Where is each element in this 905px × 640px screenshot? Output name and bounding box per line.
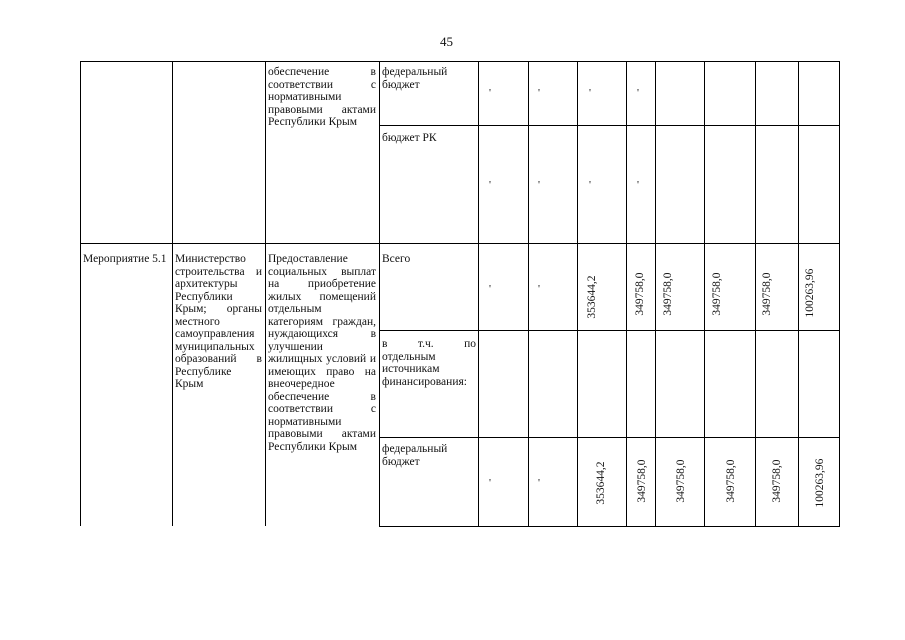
top-source-rk: бюджет РК xyxy=(382,132,437,144)
total-value: 349758,0 xyxy=(761,272,773,316)
col-line-12 xyxy=(839,61,840,526)
col-line-4 xyxy=(478,61,479,526)
measure-description: Предоставление социальных выплат на приобретение жилых помещений отдельным категориям граждан, нуждающихся в улучшении жилищных условий и имеющих право на внеочередное обеспечение в соответствии с нормативными правовыми актами Республики Крым xyxy=(268,253,376,453)
rule-federal-rk xyxy=(379,125,840,126)
total-value: 349758,0 xyxy=(634,272,646,316)
col-line-3 xyxy=(379,61,380,526)
empty-mark: ' xyxy=(489,283,491,295)
source-incl: в т.ч. по отдельным источникам финансирования: xyxy=(382,338,476,388)
empty-mark: ' xyxy=(538,283,540,295)
col-line-2 xyxy=(265,61,266,526)
top-source-federal: федеральный бюджет xyxy=(382,66,448,91)
total-value: 353644,2 xyxy=(586,275,598,319)
federal-value: 100263,96 xyxy=(814,458,826,508)
empty-mark: ' xyxy=(489,179,491,191)
col-line-10 xyxy=(755,61,756,526)
col-line-9 xyxy=(704,61,705,526)
rule-block-divider xyxy=(80,243,840,244)
measure-executor: Министерство строительства и архитектуры Республики Крым; органы местного самоуправления муниципальных образований в Республике Крым xyxy=(175,253,262,390)
source-federal: федеральный бюджет xyxy=(382,443,448,468)
col-line-6 xyxy=(577,61,578,526)
total-value: 349758,0 xyxy=(711,272,723,316)
measure-label: Мероприятие 5.1 xyxy=(83,253,167,265)
federal-value: 349758,0 xyxy=(771,459,783,503)
rule-bottom xyxy=(379,526,840,527)
top-description: обеспечение в соответствии с нормативными правовыми актами Республики Крым xyxy=(268,66,376,128)
empty-mark: ' xyxy=(538,179,540,191)
federal-value: 353644,2 xyxy=(595,461,607,505)
empty-mark: ' xyxy=(637,87,639,99)
col-line-1 xyxy=(172,61,173,526)
empty-mark: ' xyxy=(589,87,591,99)
empty-mark: ' xyxy=(538,477,540,489)
rule-total-incl xyxy=(379,330,840,331)
source-total: Всего xyxy=(382,253,411,265)
col-line-11 xyxy=(798,61,799,526)
federal-value: 349758,0 xyxy=(725,459,737,503)
col-line-0 xyxy=(80,61,81,526)
total-value: 100263,96 xyxy=(804,268,816,318)
rule-incl-federal xyxy=(379,437,840,438)
col-line-7 xyxy=(626,61,627,526)
federal-value: 349758,0 xyxy=(636,459,648,503)
empty-mark: ' xyxy=(538,87,540,99)
empty-mark: ' xyxy=(637,179,639,191)
rule-top xyxy=(80,61,840,62)
col-line-8 xyxy=(655,61,656,526)
empty-mark: ' xyxy=(489,477,491,489)
total-value: 349758,0 xyxy=(662,272,674,316)
federal-value: 349758,0 xyxy=(675,459,687,503)
empty-mark: ' xyxy=(589,179,591,191)
page-number: 45 xyxy=(440,34,453,49)
empty-mark: ' xyxy=(489,87,491,99)
col-line-5 xyxy=(528,61,529,526)
